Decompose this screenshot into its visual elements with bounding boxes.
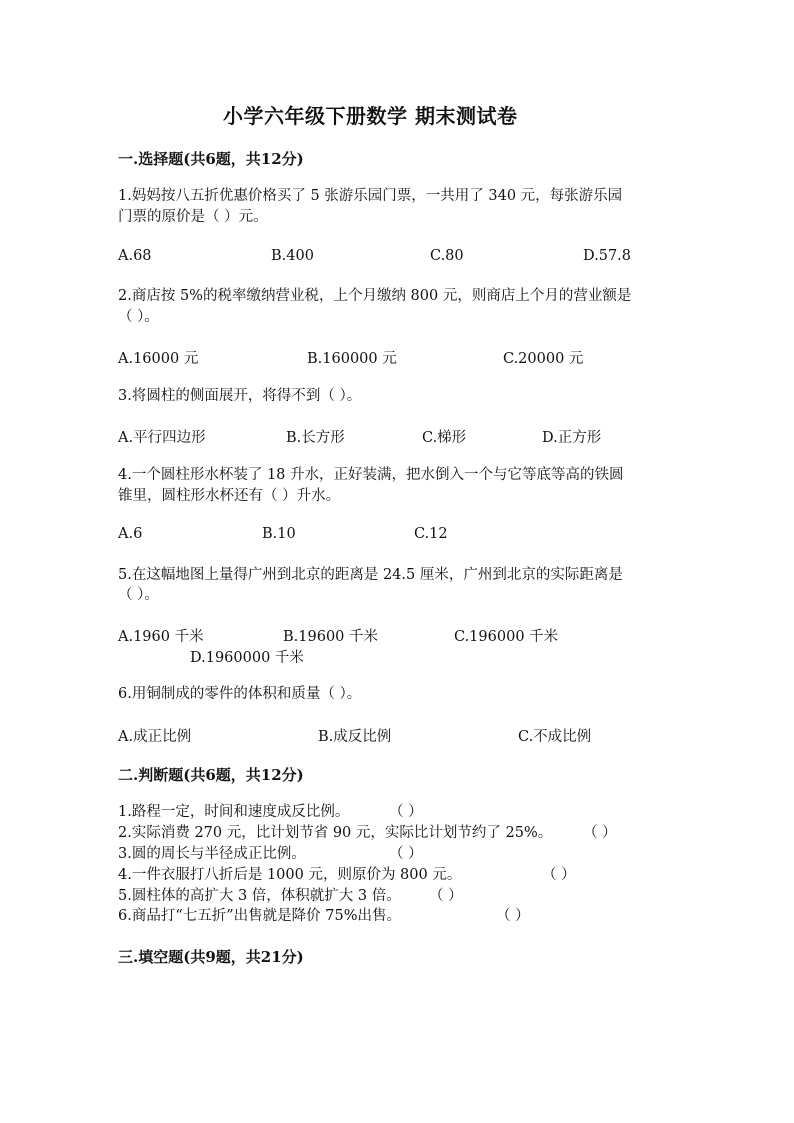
judge-question-2: 2.实际消费 270 元，比计划节省 90 元，实际比计划节约了 25%。 (118, 825, 553, 841)
question-3-option-c: C.梯形 (422, 430, 467, 446)
judge-question-6: 6.商品打“七五折”出售就是降价 75%出售。 (118, 908, 401, 924)
question-6-line1: 6.用铜制成的零件的体积和质量（ ）。 (118, 686, 362, 702)
question-1-option-c: C.80 (430, 248, 464, 264)
question-1-line1: 1.妈妈按八五折优惠价格买了 5 张游乐园门票，一共用了 340 元，每张游乐园 (118, 188, 623, 204)
question-1-option-d: D.57.8 (583, 248, 632, 264)
question-1-line2: 门票的原价是（ ）元。 (118, 209, 268, 225)
question-2-option-c: C.20000 元 (503, 351, 584, 367)
question-5-line1: 5.在这幅地图上量得广州到北京的距离是 24.5 厘米，广州到北京的实际距离是 (118, 567, 623, 583)
question-4-line2: 锥里，圆柱形水杯还有（ ）升水。 (118, 488, 341, 504)
judge-question-3-paren: （ ） (389, 846, 423, 862)
section-heading-judge: 二.判断题(共6题，共12分) (118, 766, 304, 784)
question-4-option-c: C.12 (414, 526, 448, 542)
judge-question-5: 5.圆柱体的高扩大 3 倍，体积就扩大 3 倍。 (118, 888, 401, 904)
question-6-option-b: B.成反比例 (318, 729, 392, 745)
question-2-line2: （ ）。 (118, 309, 159, 325)
question-3-option-a: A.平行四边形 (118, 430, 206, 446)
question-2-option-b: B.160000 元 (307, 351, 397, 367)
question-3-option-b: B.长方形 (286, 430, 345, 446)
question-3-option-d: D.正方形 (542, 430, 602, 446)
question-3-line1: 3.将圆柱的侧面展开，将得不到（ ）。 (118, 388, 362, 404)
question-4-option-a: A.6 (118, 526, 143, 542)
question-1-option-b: B.400 (271, 248, 314, 264)
question-4-option-b: B.10 (262, 526, 296, 542)
question-6-option-a: A.成正比例 (118, 729, 192, 745)
question-5-option-b: B.19600 千米 (283, 629, 379, 645)
question-5-option-c: C.196000 千米 (454, 629, 559, 645)
judge-question-4-paren: （ ） (542, 867, 576, 883)
question-6-option-c: C.不成比例 (518, 729, 592, 745)
judge-question-3: 3.圆的周长与半径成正比例。 (118, 846, 306, 862)
question-5-option-a: A.1960 千米 (118, 629, 204, 645)
question-4-line1: 4.一个圆柱形水杯装了 18 升水，正好装满，把水倒入一个与它等底等高的铁圆 (118, 467, 624, 483)
question-1-option-a: A.68 (118, 248, 152, 264)
page-title: 小学六年级下册数学 期末测试卷 (223, 104, 518, 128)
question-5-option-d: D.1960000 千米 (190, 650, 304, 666)
judge-question-2-paren: （ ） (583, 825, 617, 841)
judge-question-6-paren: （ ） (496, 908, 530, 924)
question-2-option-a: A.16000 元 (118, 351, 199, 367)
section-heading-choice: 一.选择题(共6题，共12分) (118, 150, 304, 168)
judge-question-4: 4.一件衣服打八折后是 1000 元，则原价为 800 元。 (118, 867, 462, 883)
question-5-line2: （ ）。 (118, 587, 159, 603)
judge-question-5-paren: （ ） (429, 888, 463, 904)
judge-question-1-paren: （ ） (389, 804, 423, 820)
question-2-line1: 2.商店按 5%的税率缴纳营业税，上个月缴纳 800 元，则商店上个月的营业额是 (118, 288, 632, 304)
section-heading-fill: 三.填空题(共9题，共21分) (118, 948, 304, 966)
judge-question-1: 1.路程一定，时间和速度成反比例。 (118, 804, 350, 820)
